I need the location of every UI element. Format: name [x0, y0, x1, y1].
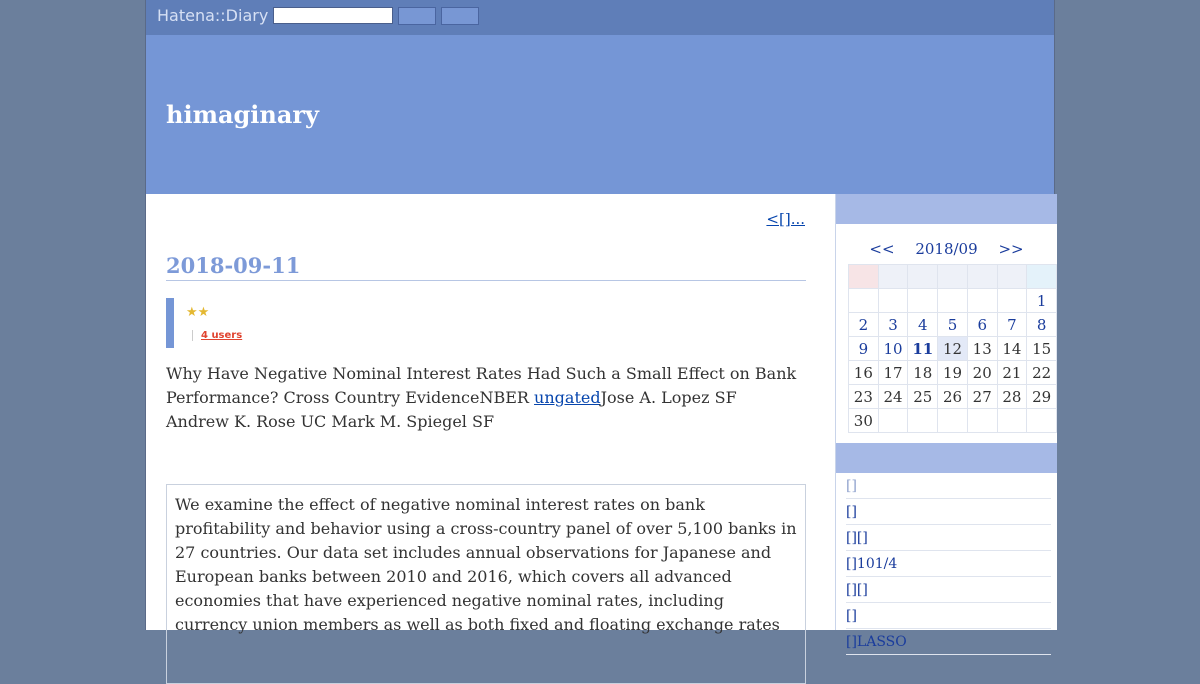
- calendar-day-8[interactable]: 8: [1027, 313, 1057, 337]
- category-item[interactable]: [][]: [846, 577, 1051, 603]
- calendar-empty-cell: [967, 289, 997, 313]
- main-content: [146, 194, 835, 634]
- calendar-week: [849, 337, 1057, 361]
- calendar-day-14: 14: [997, 337, 1027, 361]
- calendar-day-11[interactable]: 11: [908, 337, 938, 361]
- calendar-empty-cell: [967, 409, 997, 433]
- category-list: [836, 473, 1057, 655]
- blog-title[interactable]: himaginary: [166, 100, 319, 129]
- calendar-day-26: 26: [938, 385, 968, 409]
- calendar-day-3[interactable]: 3: [878, 313, 908, 337]
- category-item[interactable]: []: [846, 499, 1051, 525]
- calendar-day-18: 18: [908, 361, 938, 385]
- calendar-day-5[interactable]: 5: [938, 313, 968, 337]
- calendar-day-19: 19: [938, 361, 968, 385]
- calendar-empty-cell: [1027, 409, 1057, 433]
- search-input[interactable]: [273, 7, 393, 24]
- calendar-day-12: 12: [938, 337, 968, 361]
- top-bar: [146, 0, 1054, 35]
- entry-date[interactable]: 2018-09-11: [166, 253, 806, 281]
- calendar-week: [849, 385, 1057, 409]
- calendar-day-6[interactable]: 6: [967, 313, 997, 337]
- bookmark-users-badge[interactable]: 4 users: [192, 330, 242, 341]
- calendar-empty-cell: [878, 289, 908, 313]
- calendar-week: [849, 361, 1057, 385]
- calendar-empty-cell: [878, 409, 908, 433]
- abstract-quote: We examine the effect of negative nominal interest rates on bank profitability and behavior using a cross-country panel of over 5,100 banks in 27 countries. Our data set includes annual observations for Japanese and European banks between 2010 and 2016, which covers all advanced economies that have experienced negative nominal rates, including currency union members as well as both fixed and floating exchange rates: [166, 484, 806, 684]
- prev-entry-link[interactable]: <[]...: [766, 210, 805, 228]
- calendar-day-17: 17: [878, 361, 908, 385]
- calendar-empty-cell: [938, 289, 968, 313]
- calendar-empty-cell: [938, 409, 968, 433]
- calendar-day-1[interactable]: 1: [1027, 289, 1057, 313]
- category-item[interactable]: []: [846, 473, 1051, 499]
- calendar-day-13: 13: [967, 337, 997, 361]
- calendar-day-16: 16: [849, 361, 879, 385]
- calendar-empty-cell: [849, 289, 879, 313]
- secondary-button[interactable]: [441, 7, 479, 25]
- calendar-next-link[interactable]: >>: [998, 240, 1024, 258]
- calendar-week: [849, 289, 1057, 313]
- blog-header: [146, 35, 1054, 194]
- calendar-day-20: 20: [967, 361, 997, 385]
- calendar-day-10[interactable]: 10: [878, 337, 908, 361]
- entry-title: [166, 362, 806, 434]
- calendar-day-9[interactable]: 9: [849, 337, 879, 361]
- category-item[interactable]: []: [846, 603, 1051, 629]
- calendar-week: [849, 313, 1057, 337]
- entry-title-text: Performance? Cross Country EvidenceNBER: [166, 388, 535, 407]
- ungated-link[interactable]: ungated: [534, 388, 601, 407]
- brand-logo[interactable]: Hatena::Diary: [157, 6, 269, 25]
- calendar-day-15: 15: [1027, 337, 1057, 361]
- calendar-week: [849, 409, 1057, 433]
- search-button[interactable]: [398, 7, 436, 25]
- entry-title-line2: [166, 386, 806, 410]
- calendar-day-21: 21: [997, 361, 1027, 385]
- sidebar-header: [836, 194, 1057, 224]
- calendar-empty-cell: [997, 409, 1027, 433]
- star-icon[interactable]: ★★: [186, 305, 210, 320]
- calendar-table: [848, 264, 1057, 433]
- calendar-day-2[interactable]: 2: [849, 313, 879, 337]
- calendar-nav: [836, 240, 1057, 258]
- calendar-empty-cell: [997, 289, 1027, 313]
- calendar-day-29: 29: [1027, 385, 1057, 409]
- calendar-day-28: 28: [997, 385, 1027, 409]
- calendar-empty-cell: [908, 409, 938, 433]
- entry-title-line1: Why Have Negative Nominal Interest Rates Had Such a Small Effect on Bank: [166, 364, 797, 383]
- calendar-day-27: 27: [967, 385, 997, 409]
- calendar-day-4[interactable]: 4: [908, 313, 938, 337]
- entry-title-author: Jose A. Lopez SF: [600, 388, 737, 407]
- calendar-day-22: 22: [1027, 361, 1057, 385]
- category-item[interactable]: []101/4: [846, 551, 1051, 577]
- calendar-day-24: 24: [878, 385, 908, 409]
- calendar-empty-cell: [908, 289, 938, 313]
- page: [145, 0, 1055, 650]
- calendar-header-row: [849, 265, 1057, 289]
- calendar-month[interactable]: 2018/09: [915, 240, 978, 258]
- entry-accent-bar: [166, 298, 174, 348]
- category-header: [836, 443, 1057, 473]
- calendar-day-25: 25: [908, 385, 938, 409]
- entry-title-line3: Andrew K. Rose UC Mark M. Spiegel SF: [166, 412, 495, 431]
- category-item[interactable]: [][]: [846, 525, 1051, 551]
- calendar-day-7[interactable]: 7: [997, 313, 1027, 337]
- calendar-prev-link[interactable]: <<: [869, 240, 895, 258]
- sidebar: [835, 194, 1057, 650]
- calendar-day-23: 23: [849, 385, 879, 409]
- calendar-day-30: 30: [849, 409, 879, 433]
- category-item[interactable]: []LASSO: [846, 629, 1051, 655]
